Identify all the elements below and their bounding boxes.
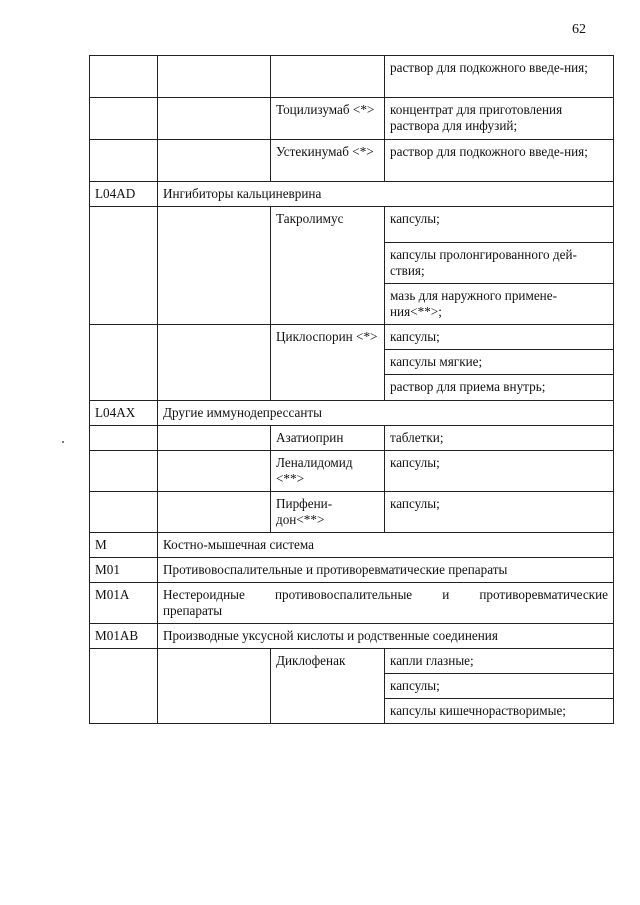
dosage-form-cell: концентрат для приготовления раствора для инфузий;: [385, 98, 614, 140]
group-cell: [158, 207, 271, 325]
group-name-cell: Производные уксусной кислоты и родственные соединения: [158, 624, 614, 649]
group-cell: [158, 426, 271, 451]
group-cell: [158, 325, 271, 401]
atc-code-cell: [90, 325, 158, 401]
atc-code-cell: [90, 207, 158, 325]
dosage-form-cell: капсулы;: [385, 451, 614, 492]
group-name-line: препараты: [163, 603, 223, 618]
group-name-line: Нестероидные противовоспалительные и противоревматические: [163, 587, 608, 602]
drug-table: [89, 55, 614, 724]
table-row: [90, 426, 614, 451]
atc-code-cell: M01A: [90, 583, 158, 624]
group-name-cell: Противовоспалительные и противоревматические препараты: [158, 558, 614, 583]
table-row: [90, 624, 614, 649]
page-number: 62: [572, 22, 586, 37]
drug-name-cell: Циклоспорин <*>: [271, 325, 385, 401]
atc-code-cell: [90, 140, 158, 182]
table-row: [90, 583, 614, 624]
dosage-form-cell: капсулы кишечнорастворимые;: [385, 699, 614, 724]
drug-name-cell: Тоцилизумаб <*>: [271, 98, 385, 140]
atc-code-cell: M01: [90, 558, 158, 583]
table-row: [90, 207, 614, 243]
dosage-form-cell: капли глазные;: [385, 649, 614, 674]
table-row: [90, 56, 614, 98]
table-row: [90, 558, 614, 583]
dosage-form-cell: капсулы пролонгированного дей-ствия;: [385, 243, 614, 284]
atc-code-cell: [90, 492, 158, 533]
atc-code-cell: L04AX: [90, 401, 158, 426]
atc-code-cell: [90, 56, 158, 98]
drug-name-cell: Леналидомид <**>: [271, 451, 385, 492]
dosage-form-cell: капсулы;: [385, 325, 614, 350]
atc-code-cell: M01AB: [90, 624, 158, 649]
drug-name-cell: Такролимус: [271, 207, 385, 325]
group-cell: [158, 451, 271, 492]
atc-code-cell: L04AD: [90, 182, 158, 207]
dosage-form-cell: раствор для подкожного введе-ния;: [385, 56, 614, 98]
drug-name-cell: Диклофенак: [271, 649, 385, 724]
scan-speck: [62, 441, 64, 443]
atc-code-cell: [90, 426, 158, 451]
drug-name-cell: Пирфени-дон<**>: [271, 492, 385, 533]
dosage-form-cell: мазь для наружного примене-ния<**>;: [385, 284, 614, 325]
dosage-form-cell: капсулы;: [385, 492, 614, 533]
group-cell: [158, 56, 271, 98]
group-name-cell: Ингибиторы кальциневрина: [158, 182, 614, 207]
group-cell: [158, 98, 271, 140]
dosage-form-cell: капсулы мягкие;: [385, 350, 614, 375]
drug-name-cell: [271, 56, 385, 98]
drug-name-cell: Азатиоприн: [271, 426, 385, 451]
dosage-form-cell: капсулы;: [385, 674, 614, 699]
drug-name-cell: Устекинумаб <*>: [271, 140, 385, 182]
atc-code-cell: [90, 649, 158, 724]
atc-code-cell: [90, 98, 158, 140]
dosage-form-cell: таблетки;: [385, 426, 614, 451]
table-row: [90, 140, 614, 182]
table-row: [90, 401, 614, 426]
group-cell: [158, 649, 271, 724]
group-name-cell: [158, 583, 614, 624]
table-row: [90, 98, 614, 140]
table-row: [90, 451, 614, 492]
table-row: [90, 533, 614, 558]
table-row: [90, 649, 614, 674]
dosage-form-cell: раствор для подкожного введе-ния;: [385, 140, 614, 182]
group-cell: [158, 492, 271, 533]
atc-code-cell: [90, 451, 158, 492]
dosage-form-cell: капсулы;: [385, 207, 614, 243]
table-row: [90, 492, 614, 533]
atc-code-cell: M: [90, 533, 158, 558]
table-row: [90, 325, 614, 350]
dosage-form-cell: раствор для приема внутрь;: [385, 375, 614, 401]
group-name-cell: Другие иммунодепрессанты: [158, 401, 614, 426]
group-name-cell: Костно-мышечная система: [158, 533, 614, 558]
table-row: [90, 182, 614, 207]
group-cell: [158, 140, 271, 182]
